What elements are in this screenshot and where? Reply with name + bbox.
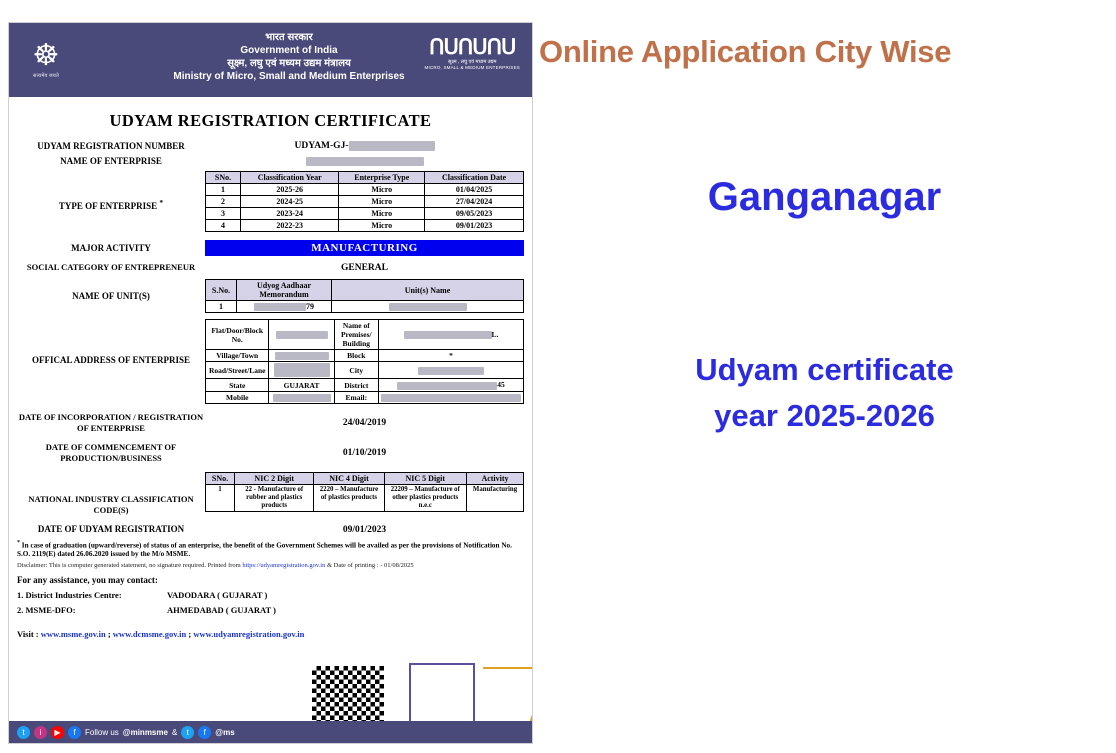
col-classification-year: Classification Year [241,172,339,184]
col-unit-name: Unit(s) Name [332,280,524,301]
udyam-certificate-card [8,22,533,744]
redacted-district [397,382,497,390]
table-row [206,196,524,208]
redacted-road [274,363,330,377]
redacted-uam [254,303,306,311]
nic-label: NATIONAL INDUSTRY CLASSIFICATION CODE(S) [28,494,194,515]
addr-val-district [379,379,524,391]
right-panel [533,0,1116,753]
certificate-body [9,141,532,639]
social-bar [9,721,532,743]
visit-link-dcmsme[interactable]: www.dcmsme.gov.in [112,629,187,640]
ministry-titles [129,31,449,83]
follow-us-text: Follow us [85,727,119,737]
redacted-city [418,367,484,375]
cell-date: 09/05/2023 [425,208,524,220]
major-activity-value-wrap [205,240,524,256]
cell-year: 2023-24 [241,208,339,220]
nic-table-wrap [205,472,524,512]
twitter-icon[interactable]: t [17,726,30,739]
contact-dic-label: 1. District Industries Centre: [17,590,122,601]
assistance-title: For any assistance, you may contact: [17,575,158,586]
enterprise-type-table-wrap [205,171,524,232]
incorporation-label: DATE OF INCORPORATION / REGISTRATION OF ENTERPRISE [18,412,204,433]
address-row [17,319,524,404]
table-row [206,184,524,196]
major-activity-label: MAJOR ACTIVITY [71,242,151,253]
commencement-label: DATE OF COMMENCEMENT OF PRODUCTION/BUSINESS [45,442,177,463]
units-table [205,279,524,313]
cell-type: Micro [339,184,425,196]
addr-key-road: Road/Street/Lane [206,362,269,379]
redacted-registration-number [349,141,435,151]
contact-dfo-label: 2. MSME-DFO: [17,605,76,616]
cell-unit-name [332,301,524,313]
redacted-premises [404,331,492,339]
addr-val-state: GUJARAT [269,379,334,391]
table-header-row [206,280,524,301]
commencement-row [17,442,524,464]
cell-nic2: 22 - Manufacture of rubber and plastics products [235,485,314,512]
col-nic4: NIC 4 Digit [314,473,384,485]
cell-year: 2024-25 [241,196,339,208]
india-emblem-icon [19,29,73,91]
cell-year: 2025-26 [241,184,339,196]
enterprise-type-table [205,171,524,232]
enterprise-type-asterisk: * [159,198,164,207]
disclaimer [17,562,524,569]
registration-number-value [205,141,524,151]
addr-key-state: State [206,379,269,391]
nic-row [17,472,524,516]
registration-number-row [17,141,524,152]
col-units-sno: S.No. [206,280,237,301]
addr-key-city: City [334,362,378,379]
disclaimer-suffix: & Date of printing : - 01/08/2025 [325,562,414,570]
cell-units-sno: 1 [206,301,237,313]
redacted-mobile [273,394,331,402]
disclaimer-link[interactable]: https://udyamregistration.gov.in [242,562,326,570]
cell-nic4: 2220 – Manufacture of plastics products [314,485,384,512]
udyam-registration-date-label: DATE OF UDYAM REGISTRATION [37,524,185,534]
units-row [17,279,524,313]
addr-key-district: District [334,379,378,391]
gov-title-hindi: भारत सरकार [265,32,313,43]
cell-sno: 4 [206,220,241,232]
redacted-enterprise-name [306,157,424,166]
footnote-asterisk: * [17,540,20,546]
msme-logo-english: MICRO, SMALL & MEDIUM ENTERPRISES [424,65,520,70]
cell-sno: 2 [206,196,241,208]
certificate-title: UDYAM REGISTRATION CERTIFICATE [109,111,432,130]
addr-val-flat [269,320,334,350]
gov-title-english: Government of India [240,45,338,56]
addr-val-district-text: 45 [497,380,505,390]
msme-logo-hindi: सूक्ष्म , लघु एवं मध्यम उद्यम [448,59,497,65]
enterprise-name-value [205,157,524,167]
major-activity-row [17,240,524,256]
visit-prefix: Visit : [17,629,41,640]
graduation-footnote [17,539,524,559]
cell-sno: 3 [206,208,241,220]
disclaimer-prefix: Disclaimer: This is computer generated statement, no signature required. Printed from [17,562,243,570]
cell-date: 27/04/2024 [425,196,524,208]
enterprise-type-label-text: TYPE OF ENTERPRISE [58,201,158,211]
col-uam: Udyog Aadhaar Memorandum [237,280,332,301]
contact-dfo-value: AHMEDABAD ( GUJARAT ) [167,605,277,616]
cell-uam-text: 79 [306,302,314,311]
incorporation-row [17,412,524,434]
cell-activity: Manufacturing [467,485,524,512]
visit-link-msme[interactable]: www.msme.gov.in [40,629,106,640]
addr-key-block: Block [334,350,378,362]
cell-date: 09/01/2023 [425,220,524,232]
cell-year: 2022-23 [241,220,339,232]
table-row [206,220,524,232]
addr-key-village: Village/Town [206,350,269,362]
subtitle-line-1: Udyam certificate [695,352,954,387]
instagram-icon[interactable]: i [34,726,47,739]
emblem-caption: सत्यमेव जयते [32,74,59,79]
facebook-icon[interactable]: f [68,726,81,739]
ministry-title-english: Ministry of Micro, Small and Medium Enterprises [173,71,405,82]
col-nic-sno: SNo. [206,473,235,485]
col-nic5: NIC 5 Digit [384,473,466,485]
addr-val-premises-text: L. [491,330,499,340]
units-label: NAME OF UNIT(S) [72,291,150,301]
units-table-wrap [205,279,524,313]
ministry-title-hindi: सूक्ष्म, लघु एवं मध्यम उद्यम मंत्रालय [227,58,351,69]
table-row [206,485,524,512]
visit-link-udyam[interactable]: www.udyamregistration.gov.in [193,629,305,640]
city-name: Ganganagar [707,175,942,219]
addr-val-road [269,362,334,379]
address-table-wrap [205,319,524,404]
addr-key-mobile: Mobile [206,391,269,403]
cell-type: Micro [339,208,425,220]
subtitle-line-2: year 2025-2026 [714,398,935,433]
social-amp: & [171,727,178,737]
table-row [206,320,524,350]
certificate-header [9,23,532,97]
addr-key-email: Email: [334,391,378,403]
col-classification-date: Classification Date [425,172,524,184]
addr-key-flat: Flat/Door/Block No. [206,320,269,350]
udyam-registration-date-row [17,524,524,535]
table-row [206,208,524,220]
enterprise-type-row [17,171,524,232]
social-category-row [17,262,524,273]
twitter-icon-2[interactable]: t [181,726,194,739]
registration-number-label: UDYAM REGISTRATION NUMBER [37,141,185,151]
addr-key-premises: Name of Premises/ Building [334,320,378,350]
registration-number-text: UDYAM-GJ- [294,141,349,152]
table-row [206,391,524,403]
table-row [206,301,524,313]
cell-nic-sno: 1 [206,485,235,512]
visit-line: Visit : www.msme.gov.in ; www.dcmsme.gov.in ; www.udyamregistration.gov.in [17,629,305,640]
msme-logo-mark: ՈՍՈՍՈՍ [429,36,516,59]
cell-type: Micro [339,220,425,232]
col-enterprise-type: Enterprise Type [339,172,425,184]
redacted-flat [276,331,328,339]
contact-dic [17,590,524,600]
social-category-label: SOCIAL CATEGORY OF ENTREPRENEUR [26,262,196,272]
col-activity: Activity [467,473,524,485]
youtube-icon[interactable]: ▶ [51,726,64,739]
addr-val-village [269,350,334,362]
address-table [205,319,524,404]
emblem-glyph: ☸ [32,39,60,72]
cell-sno: 1 [206,184,241,196]
col-sno: SNo. [206,172,241,184]
addr-val-email [379,391,524,403]
cell-uam [237,301,332,313]
enterprise-name-label: NAME OF ENTERPRISE [60,156,162,166]
addr-val-block: * [379,350,524,362]
msme-logo [425,37,520,71]
address-label: OFFICAL ADDRESS OF ENTERPRISE [32,355,190,366]
contact-dfo [17,605,524,615]
table-header-row [206,473,524,485]
headline: Online Application City Wise [539,34,952,69]
addr-val-mobile [269,391,334,403]
addr-val-city [379,362,524,379]
cell-date: 01/04/2025 [425,184,524,196]
addr-val-premises [379,320,524,350]
handle-minmsme: @minmsme [122,727,168,737]
redacted-village [275,352,329,360]
social-category-value: GENERAL [341,262,388,273]
redacted-email [381,394,521,402]
enterprise-type-label [17,171,205,212]
commencement-value: 01/10/2019 [342,448,387,458]
major-activity-value: MANUFACTURING [205,240,524,256]
table-row [206,350,524,362]
incorporation-value: 24/04/2019 [342,418,387,428]
enterprise-name-row [17,156,524,167]
handle-msme: @ms [215,727,235,737]
col-nic2: NIC 2 Digit [235,473,314,485]
cell-type: Micro [339,196,425,208]
table-row [206,379,524,391]
nic-table [205,472,524,512]
cell-nic5: 22209 – Manufacture of other plastics products n.e.c [384,485,466,512]
udyam-registration-date-value: 09/01/2023 [342,524,387,535]
footnote-text: In case of graduation (upward/reverse) of status of an enterprise, the benefit of the Government Schemes will be availed as per the provisions of Notification No. S.O. 2119(E) dated 26.06.2020 issued by the M/o MSME. [17,541,512,559]
facebook-icon-2[interactable]: f [198,726,211,739]
contact-dic-value: VADODARA ( GUJARAT ) [167,590,268,601]
table-row [206,362,524,379]
redacted-unit-name [389,303,467,311]
table-header-row [206,172,524,184]
